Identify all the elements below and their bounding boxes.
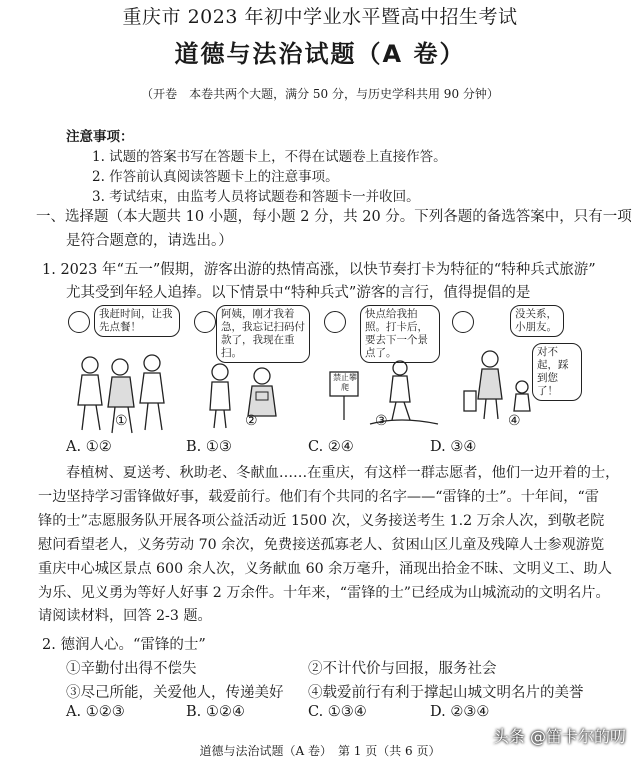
panel-number: ④ [508, 413, 521, 429]
notice-heading: 注意事项： [66, 129, 134, 145]
option-d: D. ③④ [430, 439, 477, 455]
notice-item: 3. 考试结束，由监考人员将试题卷和答题卡一并收回。 [92, 189, 420, 205]
option-d: D. ②③④ [430, 704, 490, 720]
choice-4: ④载爱前行有利于撑起山城文明名片的美誉 [308, 685, 584, 701]
panel-number: ② [245, 413, 258, 429]
option-a: A. ①② [66, 439, 112, 455]
comic-panel-3 [320, 305, 445, 430]
comic-panel-4 [450, 305, 580, 430]
question-1-stem: 1. 2023 年“五一”假期，游客出游的热情高涨，以快节奏打卡为特征的“特种兵式旅游” [42, 262, 596, 278]
notice-item: 1. 试题的答案书写在答题卡上，不得在试题卷上直接作答。 [92, 149, 447, 165]
no-climbing-sign: 禁止攀爬 [333, 373, 357, 392]
question-2-stem: 2. 德润人心。“雷锋的士” [42, 637, 206, 653]
option-b: B. ①②④ [186, 704, 245, 720]
watermark: 头条 @笛卡尔的叨 [492, 727, 626, 746]
option-c: C. ②④ [308, 439, 354, 455]
clock-icon [452, 311, 474, 333]
material-line: 锋的士”志愿服务队开展各项公益活动近 1500 次，义务接送考生 1.2 万余人次，到敬老院 [38, 513, 605, 529]
option-b: B. ①③ [186, 439, 232, 455]
material-line: 为乐、见义勇为等好人好事 2 万余件。十年来，“雷锋的士”已经成为山城流动的文明名片。 [38, 585, 610, 601]
speech-bubble-child: 对不起，踩到您了！ [532, 343, 582, 401]
choice-2: ②不计代价与回报，服务社会 [308, 661, 497, 677]
page-footer: 道德与法治试题（A 卷） 第 1 页（共 6 页） [199, 744, 441, 758]
speech-bubble: 没关系，小朋友。 [510, 305, 564, 337]
material-line: 请阅读材料，回答 2-3 题。 [38, 608, 212, 624]
section-heading-cont: 是符合题意的，请选出。） [66, 233, 233, 249]
comic-panel-2 [190, 305, 315, 430]
panel-number: ① [115, 413, 128, 429]
paper-title: 道德与法治试题（A 卷） [174, 40, 466, 68]
clock-icon [68, 311, 90, 333]
speech-bubble: 我赶时间，让我先点餐！ [94, 305, 180, 337]
comic-panel-1 [60, 305, 185, 430]
option-c: C. ①③④ [308, 704, 367, 720]
option-a: A. ①②③ [66, 704, 125, 720]
speech-bubble: 快点给我拍照。打卡后，要去下一个景点了。 [360, 305, 440, 363]
clock-icon [194, 311, 216, 333]
material-line: 慰问看望老人，义务劳动 70 余次，免费接送孤寡老人、贫困山区儿童及残障人士参观游览 [38, 537, 605, 553]
clock-icon [324, 311, 346, 333]
choice-1: ①辛勤付出得不偿失 [66, 661, 197, 677]
material-line: 一边坚持学习雷锋做好事，载爱前行。他们有个共同的名字——“雷锋的士”。十年间，“雷 [38, 489, 599, 505]
paper-subtitle: （开卷 本卷共两个大题，满分 50 分，与历史学科共用 90 分钟） [141, 87, 499, 101]
choice-3: ③尽己所能，关爱他人，传递美好 [66, 685, 284, 701]
material-line: 春植树、夏送考、秋助老、冬献血……在重庆，有这样一群志愿者，他们一边开着的士， [66, 465, 620, 481]
speech-bubble: 阿姨，刚才我着急，我忘记扫码付款了，我现在重扫。 [216, 305, 310, 363]
material-line: 重庆中心城区景点 600 余人次，义务献血 60 余万毫升，涌现出拾金不昧、文明义工、助人 [38, 561, 612, 577]
notice-item: 2. 作答前认真阅读答题卡上的注意事项。 [92, 169, 339, 185]
exam-title: 重庆市 2023 年初中学业水平暨高中招生考试 [122, 6, 518, 28]
section-heading: 一、选择题（本大题共 10 小题，每小题 2 分，共 20 分。下列各题的备选答案中，只有一项 [36, 209, 632, 225]
question-1-stem-cont: 尤其受到年轻人追捧。以下情景中“特种兵式”游客的言行，值得提倡的是 [66, 285, 531, 301]
panel-number: ③ [375, 413, 388, 429]
